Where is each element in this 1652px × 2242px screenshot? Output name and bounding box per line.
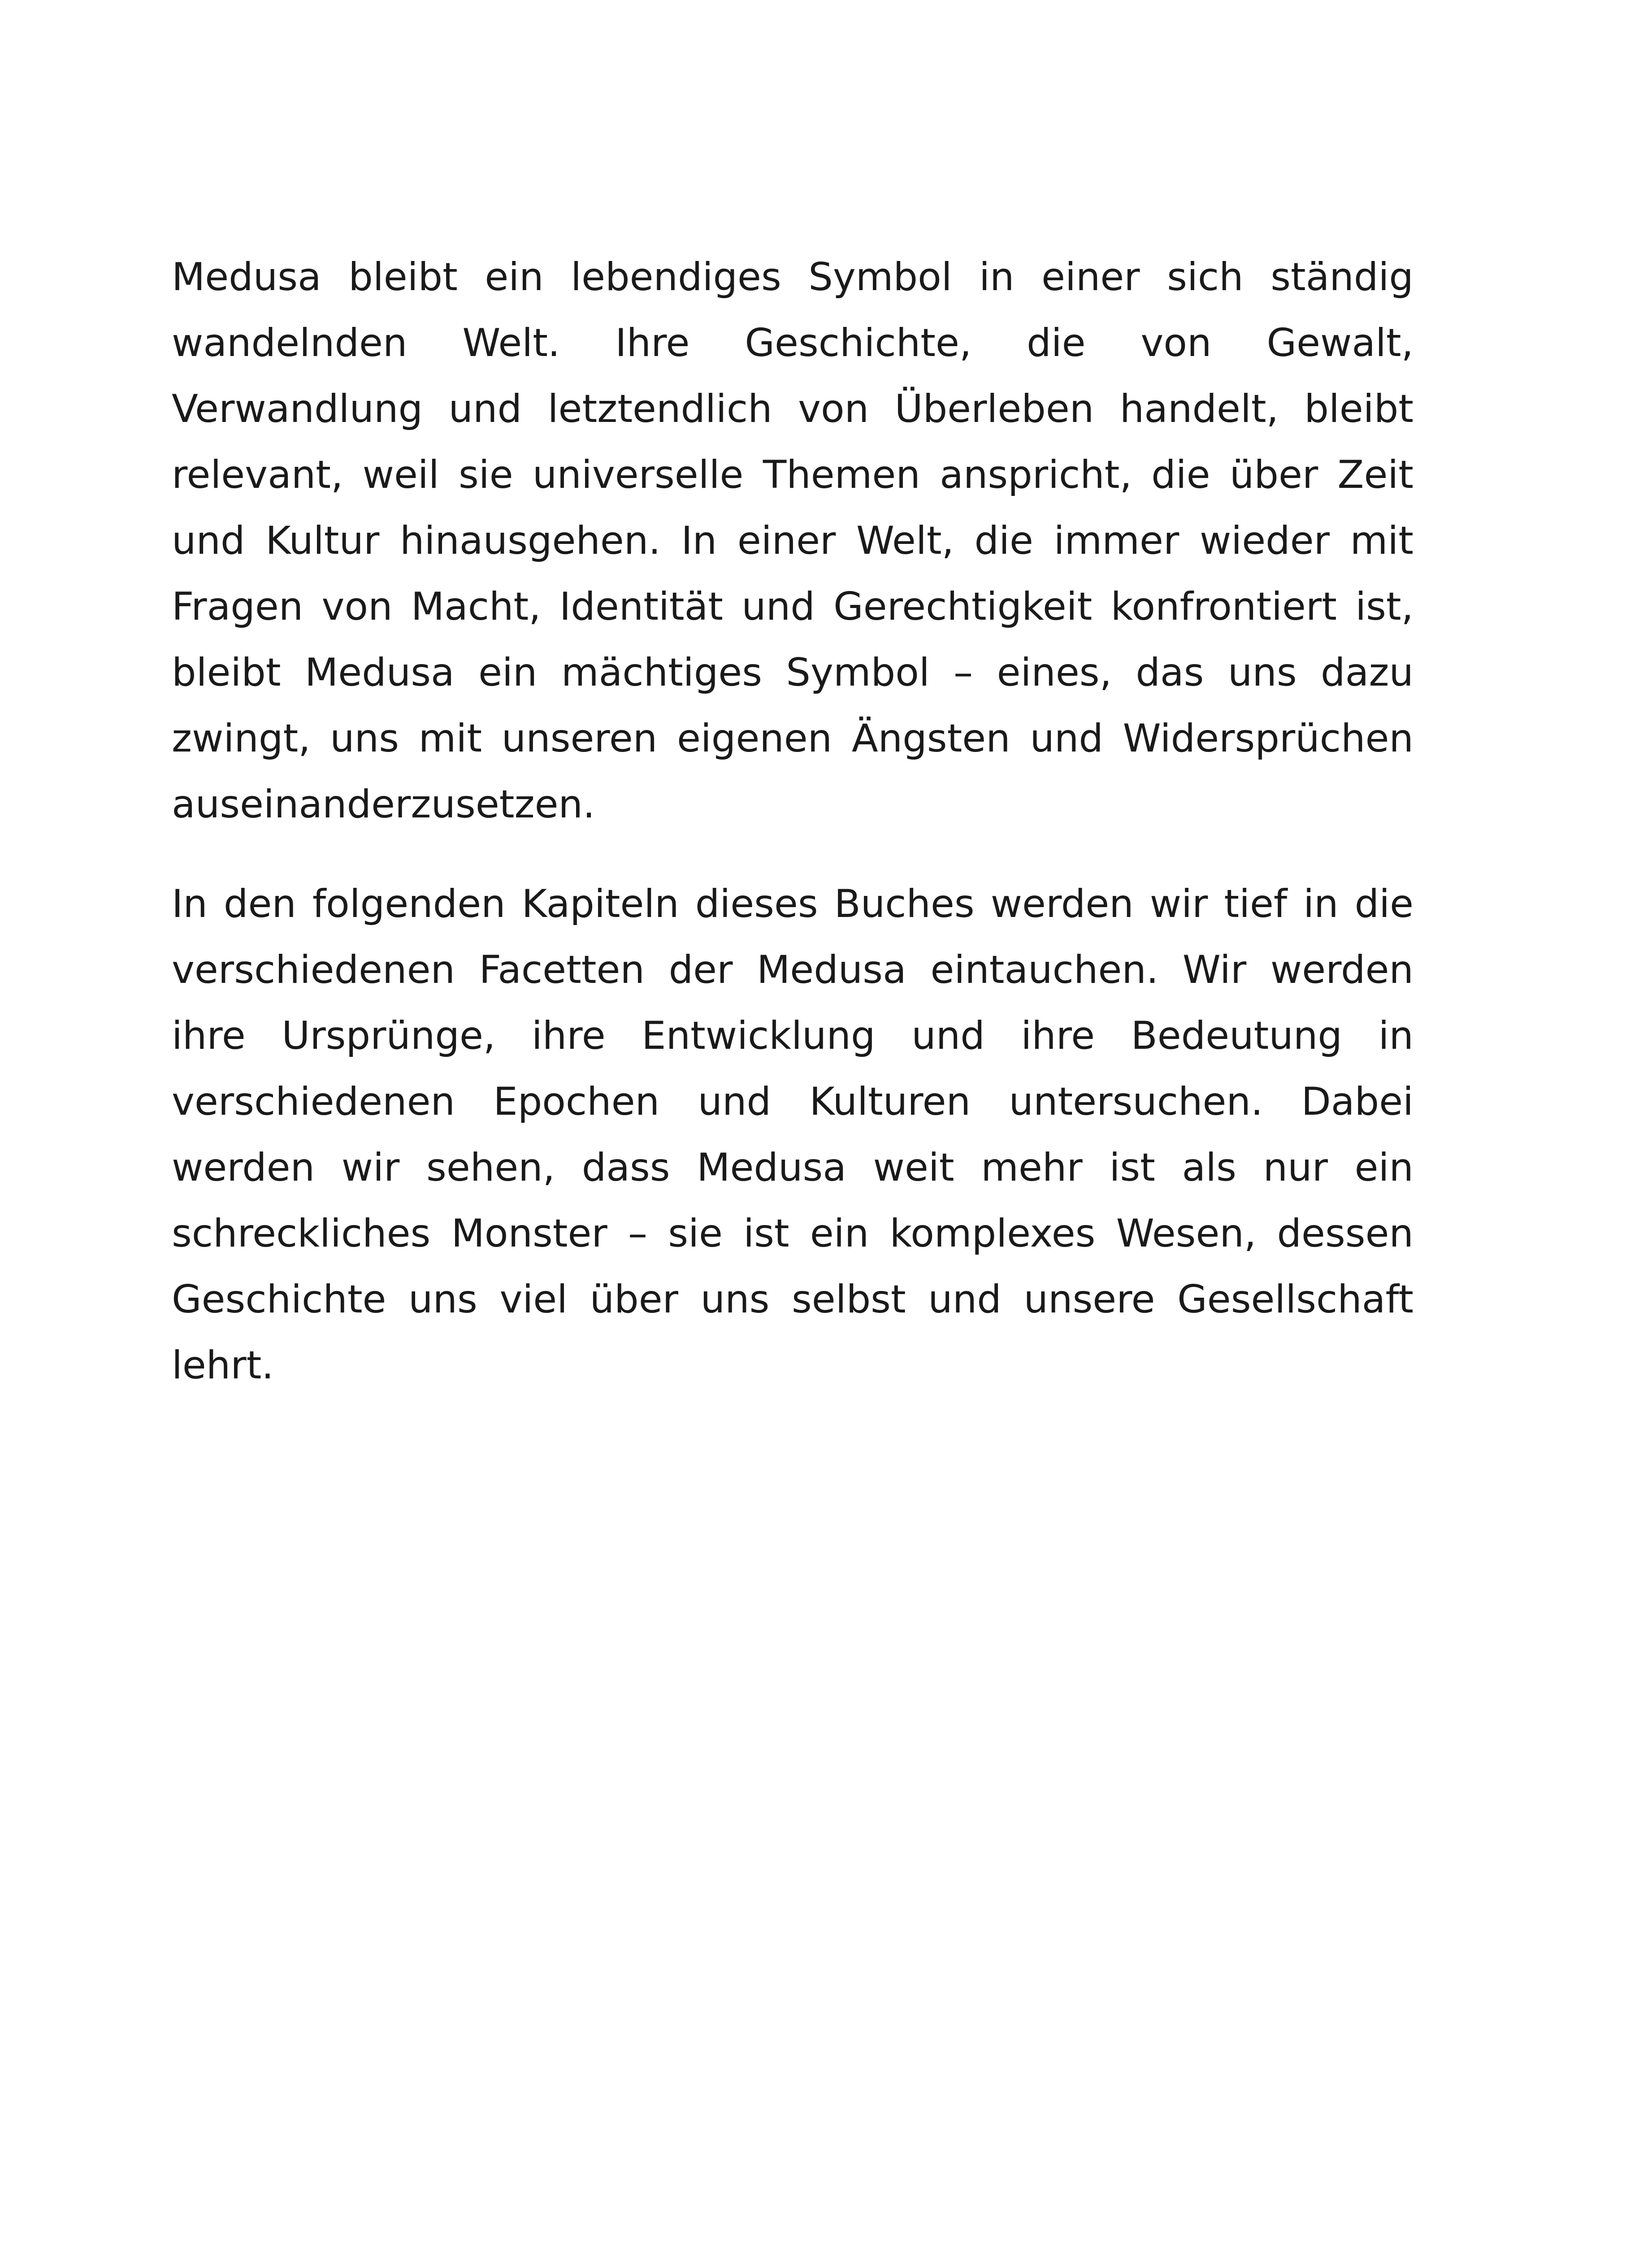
paragraph-1: Medusa bleibt ein lebendiges Symbol in einer sich ständig wandelnden Welt. Ihre Geschichte, die von Gewalt, Verwandlung und letztendlich von Überleben handelt, bleibt relevant, weil sie universelle Themen anspricht, die über Zeit und Kultur hinausgehen. In einer Welt, die immer wieder mit Fragen von Macht, Identität und Gerechtigkeit konfrontiert ist, bleibt Medusa ein mächtiges Symbol – eines, das uns dazu zwingt, uns mit unseren eigenen Ängsten und Widersprüchen auseinanderzusetzen.: [172, 255, 1414, 827]
paragraph-2: In den folgenden Kapiteln dieses Buches werden wir tief in die verschiedenen Facetten der Medusa eintauchen. Wir werden ihre Ursprünge, ihre Entwicklung und ihre Bedeutung in verschiedenen Epochen und Kulturen untersuchen. Dabei werden wir sehen, dass Medusa weit mehr ist als nur ein schreckliches Monster – sie ist ein komplexes Wesen, dessen Geschichte uns viel über uns selbst und unsere Gesellschaft lehrt.: [172, 882, 1414, 1388]
body-text: [172, 244, 1414, 1432]
